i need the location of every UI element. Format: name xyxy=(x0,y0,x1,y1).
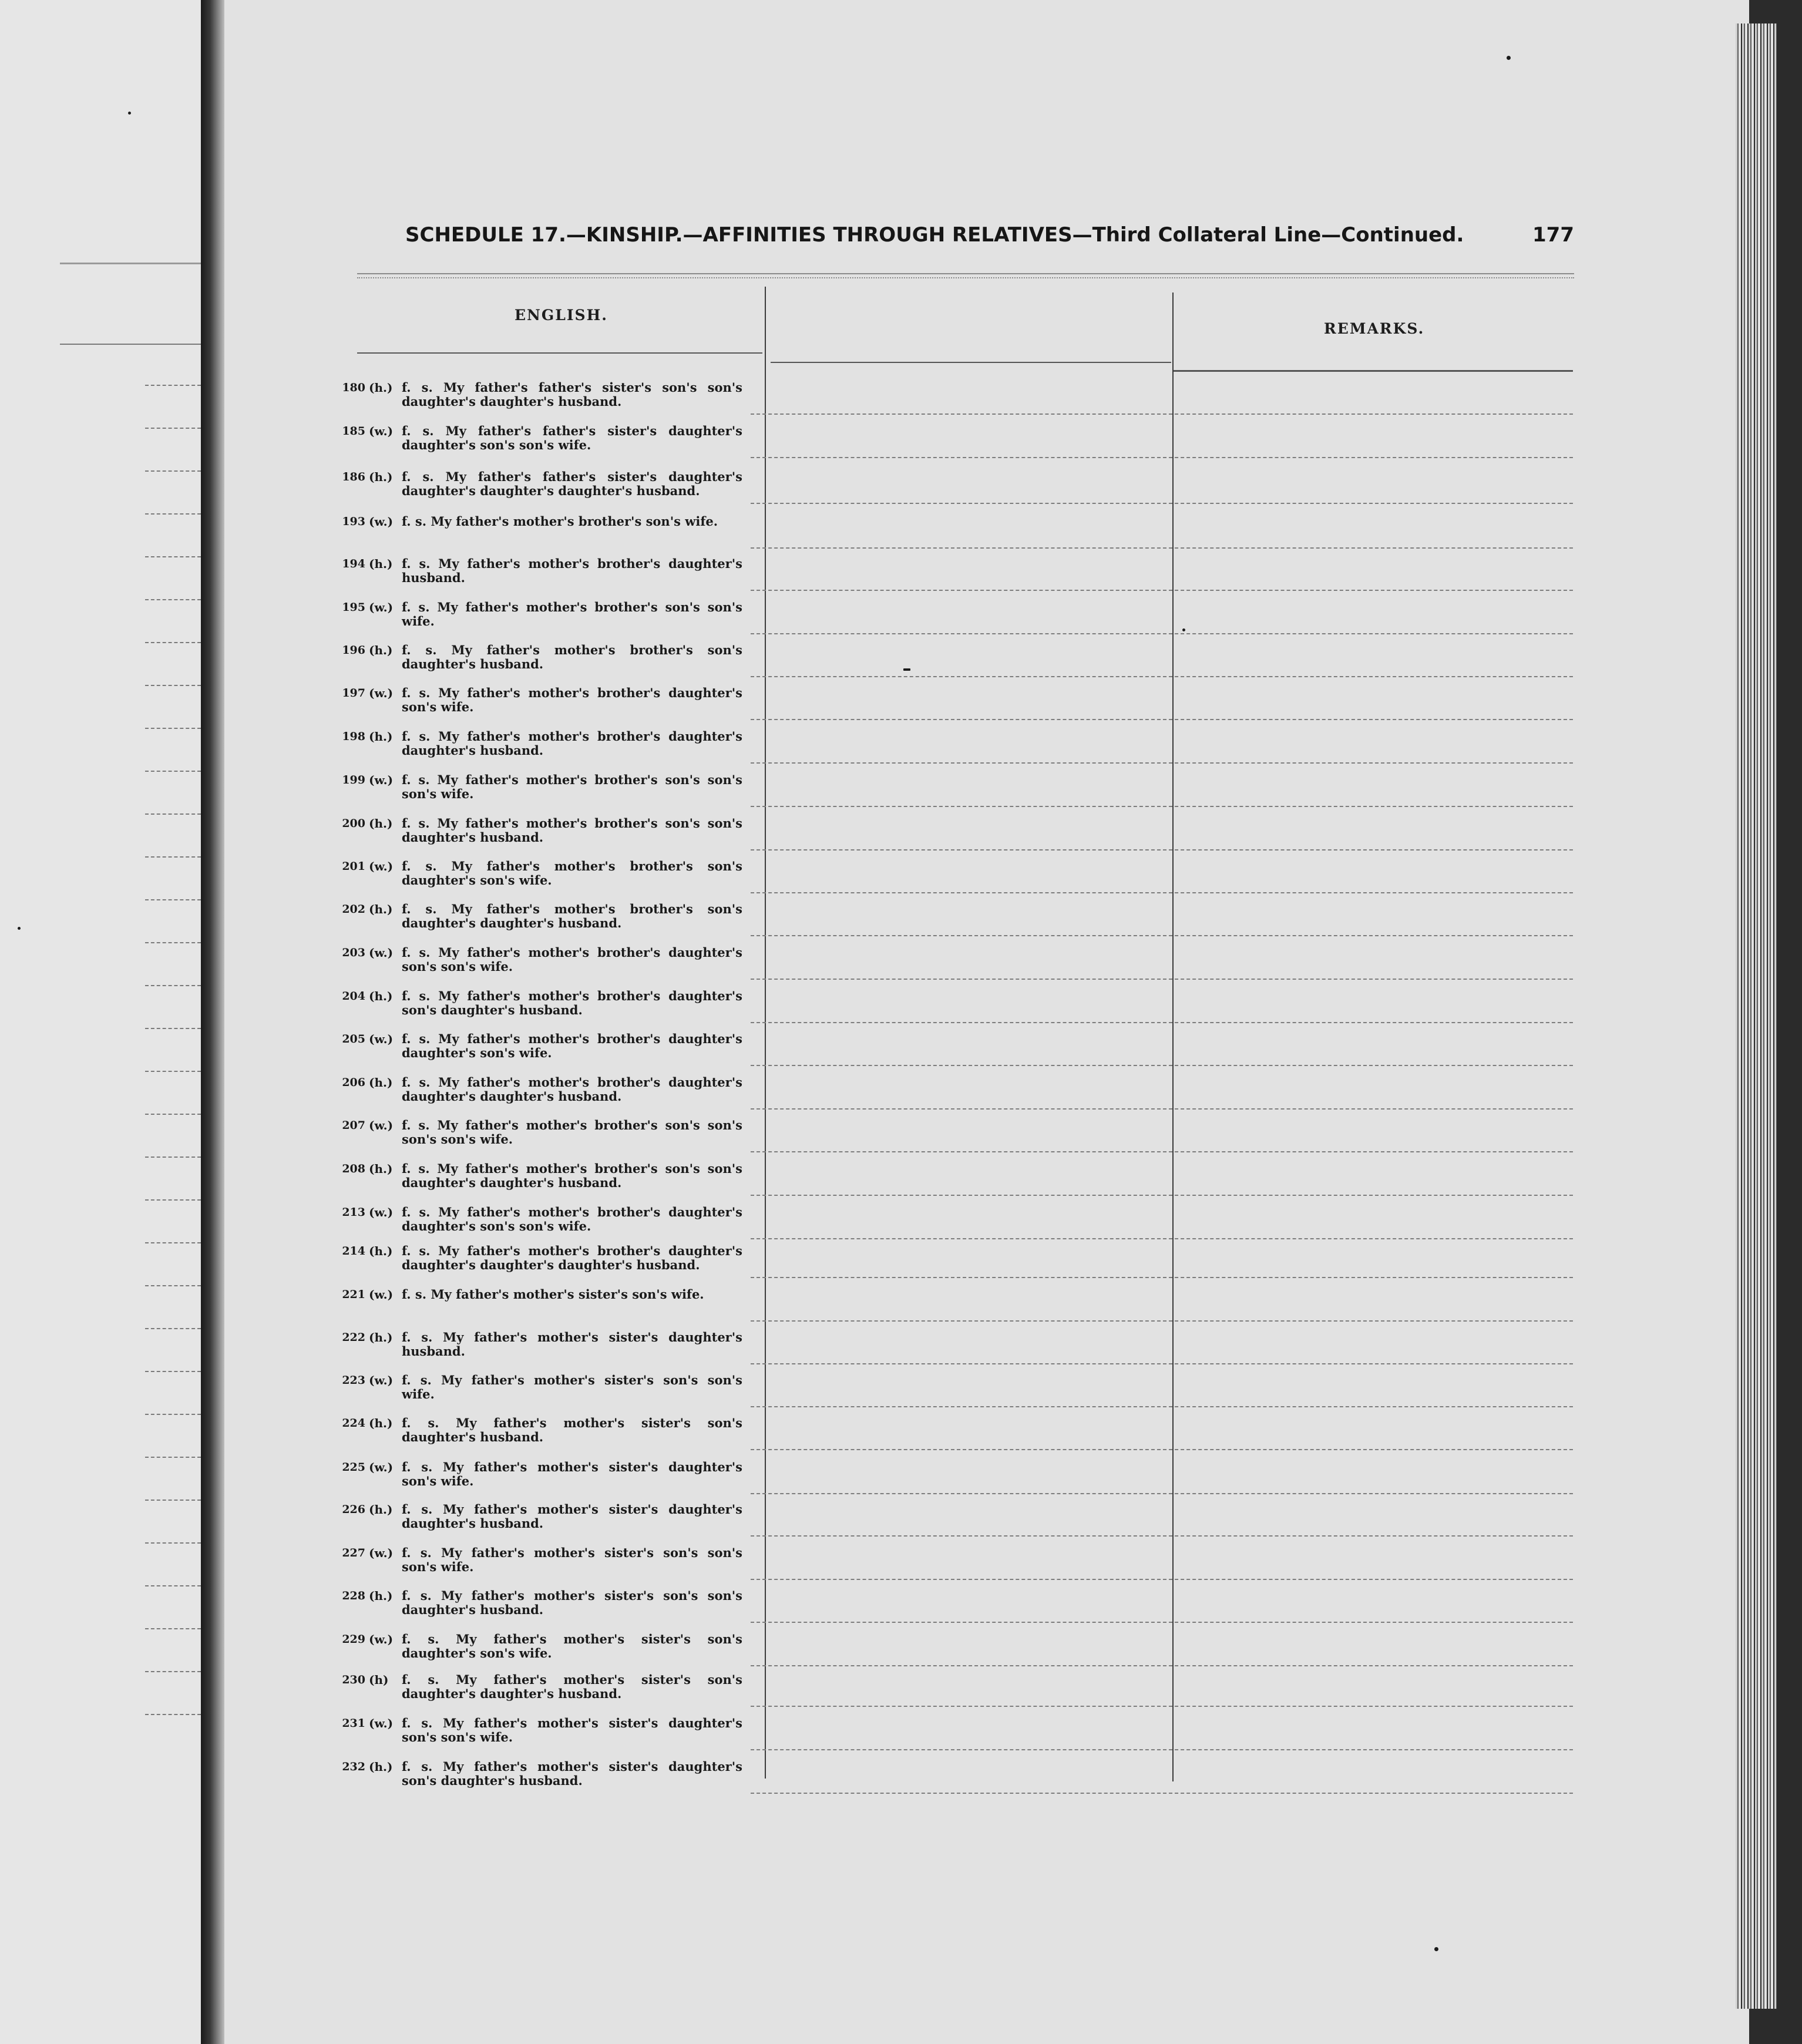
entry-text: f. s. My father's mother's brother's daughter's daughter's son's son's wife. xyxy=(402,1205,742,1233)
entry-number: 224 xyxy=(342,1417,365,1430)
entry-text: f. s. My father's mother's brother's son's wife. xyxy=(402,514,718,529)
english-header-underline xyxy=(357,352,762,354)
left-page-rule xyxy=(60,263,201,264)
left-row-line xyxy=(145,813,201,815)
entry-text: f. s. My father's mother's brother's son's son's daughter's daughter's husband. xyxy=(402,1161,742,1190)
entry-text: f. s. My father's mother's brother's daughter's daughter's daughter's husband. xyxy=(402,1075,742,1104)
left-row-line xyxy=(145,1500,201,1501)
kinship-entry xyxy=(329,1589,761,1635)
entry-gender-tag: (h.) xyxy=(369,1502,393,1517)
entry-text: f. s. My father's mother's sister's son's daughter's daughter's husband. xyxy=(402,1672,742,1701)
entry-gender-tag: (h.) xyxy=(369,470,393,484)
entry-text: f. s. My father's mother's sister's son's daughter's son's wife. xyxy=(402,1632,742,1660)
entry-gender-tag: (h.) xyxy=(369,902,393,916)
entry-text: f. s. My father's mother's brother's daughter's husband. xyxy=(402,556,742,585)
kinship-entry xyxy=(329,643,761,689)
row-line xyxy=(751,1579,1573,1580)
entry-gender-tag: (h.) xyxy=(369,989,393,1003)
kinship-entry xyxy=(329,989,761,1035)
left-row-line xyxy=(145,856,201,858)
left-row-line xyxy=(145,428,201,429)
entry-number: 207 xyxy=(342,1119,365,1132)
entry-number: 198 xyxy=(342,730,365,743)
left-row-line xyxy=(145,1585,201,1586)
row-line xyxy=(751,762,1573,764)
page-header xyxy=(405,223,1574,258)
kinship-entry xyxy=(329,1162,761,1208)
entry-number: 230 xyxy=(342,1673,365,1686)
kinship-entry xyxy=(329,902,761,948)
left-row-line xyxy=(145,385,201,386)
row-line xyxy=(751,503,1573,504)
entry-number: 206 xyxy=(342,1076,365,1089)
row-line xyxy=(751,590,1573,591)
entry-text: f. s. My father's mother's brother's daughter's son's son's wife. xyxy=(402,945,742,974)
left-row-line xyxy=(145,728,201,729)
page-number: 177 xyxy=(1532,223,1574,247)
entry-gender-tag: (h.) xyxy=(369,557,393,571)
entry-gender-tag: (w.) xyxy=(369,1716,394,1730)
entry-text: f. s. My father's mother's brother's daughter's daughter's son's wife. xyxy=(402,1031,742,1060)
entry-gender-tag: (h.) xyxy=(369,729,393,744)
entry-number: 193 xyxy=(342,515,365,528)
kinship-entry xyxy=(329,600,761,646)
entry-number: 180 xyxy=(342,381,365,394)
page-edge-stack xyxy=(1736,23,1777,2009)
left-row-line xyxy=(145,1328,201,1329)
entry-number: 231 xyxy=(342,1717,365,1730)
left-row-line xyxy=(145,1157,201,1158)
row-line xyxy=(751,1406,1573,1407)
entry-gender-tag: (h.) xyxy=(369,1244,393,1258)
left-row-line xyxy=(145,1671,201,1672)
entry-number: 205 xyxy=(342,1033,365,1045)
kinship-entry xyxy=(329,773,761,819)
left-facing-page xyxy=(0,0,201,2044)
entry-gender-tag: (h.) xyxy=(369,1760,393,1774)
entry-text: f. s. My father's mother's sister's daughter's daughter's husband. xyxy=(402,1502,742,1531)
kinship-entry xyxy=(329,1075,761,1121)
entry-text: f. s. My father's father's sister's daughter's daughter's daughter's daughter's husband. xyxy=(402,469,742,498)
entry-text: f. s. My father's mother's sister's son's son's wife. xyxy=(402,1373,742,1401)
left-row-line xyxy=(145,1071,201,1072)
kinship-entry xyxy=(329,816,761,862)
kinship-entry xyxy=(329,1716,761,1762)
kinship-entry xyxy=(329,1673,761,1719)
kinship-entry xyxy=(329,470,761,516)
column-header-remarks: REMARKS. xyxy=(1324,320,1425,337)
entry-gender-tag: (w.) xyxy=(369,1632,394,1646)
entry-gender-tag: (w.) xyxy=(369,1373,394,1387)
entry-number: 214 xyxy=(342,1245,365,1258)
row-line xyxy=(751,849,1573,850)
entry-number: 203 xyxy=(342,946,365,959)
entry-gender-tag: (w.) xyxy=(369,1205,394,1219)
row-line xyxy=(751,1320,1573,1322)
entry-text: f. s. My father's mother's brother's son's daughter's husband. xyxy=(402,643,742,671)
row-line xyxy=(751,676,1573,677)
row-line xyxy=(751,1108,1573,1110)
left-row-line xyxy=(145,771,201,772)
row-line xyxy=(751,457,1573,458)
schedule-title: SCHEDULE 17.—KINSHIP.—AFFINITIES THROUGH RELATIVES—Third Collateral Line—Continued. xyxy=(405,223,1464,247)
entry-gender-tag: (h.) xyxy=(369,381,393,395)
left-row-line xyxy=(145,1414,201,1415)
kinship-entry xyxy=(329,1502,761,1548)
print-speck xyxy=(1434,1947,1438,1951)
entry-gender-tag: (h.) xyxy=(369,643,393,657)
entry-text: f. s. My father's mother's sister's son's son's daughter's husband. xyxy=(402,1588,742,1617)
print-speck xyxy=(1507,56,1511,60)
left-row-line xyxy=(145,985,201,986)
entry-number: 213 xyxy=(342,1206,365,1219)
row-line xyxy=(751,1665,1573,1666)
row-line xyxy=(751,633,1573,634)
left-row-line xyxy=(145,942,201,943)
print-speck xyxy=(903,668,910,671)
left-row-line xyxy=(145,1371,201,1372)
column-divider-english xyxy=(765,287,766,1779)
entry-number: 202 xyxy=(342,903,365,916)
entry-gender-tag: (w.) xyxy=(369,946,394,960)
left-row-line xyxy=(145,1714,201,1715)
entry-number: 201 xyxy=(342,860,365,873)
entry-gender-tag: (w.) xyxy=(369,686,394,700)
entry-text: f. s. My father's mother's sister's daughter's son's daughter's husband. xyxy=(402,1759,742,1788)
row-line xyxy=(751,979,1573,980)
left-row-line xyxy=(145,556,201,557)
kinship-entry xyxy=(329,1373,761,1419)
kinship-entry xyxy=(329,1244,761,1290)
kinship-entry xyxy=(329,1632,761,1678)
entry-text: f. s. My father's mother's brother's daughter's son's wife. xyxy=(402,685,742,714)
row-line xyxy=(751,1535,1573,1537)
row-line xyxy=(751,1022,1573,1023)
entry-gender-tag: (h) xyxy=(369,1673,389,1687)
row-line xyxy=(751,892,1573,893)
left-row-line xyxy=(145,1114,201,1115)
entry-gender-tag: (w.) xyxy=(369,859,394,873)
kinship-entry xyxy=(329,1460,761,1506)
row-line xyxy=(751,1749,1573,1750)
entry-text: f. s. My father's mother's brother's son's son's son's wife. xyxy=(402,772,742,801)
header-rule-dotted xyxy=(357,277,1574,278)
entry-gender-tag: (w.) xyxy=(369,515,394,529)
kinship-entry xyxy=(329,1118,761,1164)
row-line xyxy=(751,547,1573,549)
row-line xyxy=(751,719,1573,720)
kinship-entry xyxy=(329,515,761,560)
entry-text: f. s. My father's mother's sister's daughter's husband. xyxy=(402,1330,742,1359)
row-line xyxy=(751,1622,1573,1623)
entry-gender-tag: (w.) xyxy=(369,600,394,614)
column-header-english: ENGLISH. xyxy=(515,307,608,324)
left-row-line xyxy=(145,599,201,600)
entry-gender-tag: (h.) xyxy=(369,1589,393,1603)
row-line xyxy=(751,413,1573,415)
row-line xyxy=(751,806,1573,807)
print-speck xyxy=(1182,628,1185,631)
entry-text: f. s. My father's mother's brother's son's daughter's daughter's husband. xyxy=(402,902,742,930)
entry-text: f. s. My father's mother's brother's son's daughter's son's wife. xyxy=(402,859,742,887)
row-line xyxy=(751,1493,1573,1494)
row-line xyxy=(751,1363,1573,1364)
entry-text: f. s. My father's mother's brother's daughter's son's daughter's husband. xyxy=(402,989,742,1017)
entry-gender-tag: (h.) xyxy=(369,816,393,831)
kinship-entry xyxy=(329,1760,761,1806)
left-row-line xyxy=(145,642,201,643)
entry-number: 208 xyxy=(342,1162,365,1175)
left-row-line xyxy=(145,899,201,900)
entry-gender-tag: (h.) xyxy=(369,1162,393,1176)
entry-text: f. s. My father's mother's sister's son's wife. xyxy=(402,1287,704,1302)
kinship-entry xyxy=(329,686,761,732)
entry-gender-tag: (w.) xyxy=(369,1546,394,1560)
kinship-entry xyxy=(329,1546,761,1592)
entry-text: f. s. My father's mother's sister's son's daughter's husband. xyxy=(402,1416,742,1444)
left-row-line xyxy=(145,470,201,472)
kinship-entry xyxy=(329,1416,761,1462)
entry-number: 223 xyxy=(342,1374,365,1387)
blank-column-underline xyxy=(771,362,1171,363)
entry-text: f. s. My father's mother's sister's daughter's son's son's wife. xyxy=(402,1716,742,1744)
kinship-entry xyxy=(329,1287,761,1333)
entry-gender-tag: (w.) xyxy=(369,1032,394,1046)
row-line xyxy=(751,1793,1573,1794)
entry-text: f. s. My father's mother's brother's daughter's daughter's daughter's daughter's husband. xyxy=(402,1243,742,1272)
entry-text: f. s. My father's mother's sister's son's son's son's wife. xyxy=(402,1545,742,1574)
kinship-entry xyxy=(329,381,761,426)
entry-number: 232 xyxy=(342,1760,365,1773)
entry-number: 227 xyxy=(342,1547,365,1559)
entry-gender-tag: (w.) xyxy=(369,773,394,787)
entry-text: f. s. My father's father's sister's son's son's daughter's daughter's husband. xyxy=(402,380,742,409)
entry-gender-tag: (w.) xyxy=(369,424,394,438)
kinship-entry xyxy=(329,557,761,603)
entry-number: 229 xyxy=(342,1633,365,1646)
entry-gender-tag: (w.) xyxy=(369,1287,394,1302)
entry-gender-tag: (w.) xyxy=(369,1460,394,1474)
entry-text: f. s. My father's mother's brother's son's son's daughter's husband. xyxy=(402,816,742,845)
entry-number: 186 xyxy=(342,470,365,483)
entry-number: 195 xyxy=(342,601,365,614)
entry-text: f. s. My father's mother's brother's son's son's son's son's wife. xyxy=(402,1118,742,1147)
row-line xyxy=(751,1449,1573,1450)
entry-number: 222 xyxy=(342,1331,365,1344)
left-row-line xyxy=(145,1242,201,1243)
row-line xyxy=(751,1065,1573,1066)
entry-number: 194 xyxy=(342,557,365,570)
row-line xyxy=(751,1277,1573,1278)
entry-gender-tag: (h.) xyxy=(369,1330,393,1344)
entry-number: 200 xyxy=(342,817,365,830)
kinship-entry xyxy=(329,1032,761,1078)
entry-number: 226 xyxy=(342,1503,365,1516)
row-line xyxy=(751,1706,1573,1707)
kinship-entry xyxy=(329,424,761,470)
entry-text: f. s. My father's mother's brother's son's son's wife. xyxy=(402,600,742,628)
left-row-line xyxy=(145,1199,201,1201)
entry-text: f. s. My father's mother's sister's daughter's son's wife. xyxy=(402,1460,742,1488)
entry-text: f. s. My father's father's sister's daughter's daughter's son's son's wife. xyxy=(402,423,742,452)
entry-gender-tag: (h.) xyxy=(369,1416,393,1430)
entry-number: 185 xyxy=(342,425,365,438)
header-rule xyxy=(357,273,1574,274)
print-speck xyxy=(18,927,21,930)
print-speck xyxy=(128,112,131,115)
kinship-entry xyxy=(329,729,761,775)
kinship-entry xyxy=(329,946,761,991)
entry-number: 228 xyxy=(342,1589,365,1602)
left-row-line xyxy=(145,1542,201,1544)
remarks-header-underline xyxy=(1174,370,1573,372)
entry-number: 197 xyxy=(342,687,365,700)
left-row-line xyxy=(145,685,201,686)
entry-number: 221 xyxy=(342,1288,365,1301)
entry-number: 225 xyxy=(342,1461,365,1474)
kinship-entry xyxy=(329,1330,761,1376)
book-gutter xyxy=(201,0,224,2044)
row-line xyxy=(751,1238,1573,1239)
left-row-line xyxy=(145,1285,201,1286)
left-row-line xyxy=(145,1028,201,1029)
left-row-line xyxy=(145,1628,201,1629)
left-row-line xyxy=(145,1457,201,1458)
kinship-entry xyxy=(329,859,761,905)
row-line xyxy=(751,1151,1573,1152)
left-row-line xyxy=(145,513,201,515)
column-divider-remarks xyxy=(1172,293,1174,1781)
entry-number: 196 xyxy=(342,644,365,657)
entry-gender-tag: (w.) xyxy=(369,1118,394,1132)
entry-number: 199 xyxy=(342,774,365,786)
entry-text: f. s. My father's mother's brother's daughter's daughter's husband. xyxy=(402,729,742,758)
entry-number: 204 xyxy=(342,990,365,1003)
entry-gender-tag: (h.) xyxy=(369,1075,393,1090)
row-line xyxy=(751,935,1573,936)
row-line xyxy=(751,1195,1573,1196)
left-page-rule xyxy=(60,344,201,345)
